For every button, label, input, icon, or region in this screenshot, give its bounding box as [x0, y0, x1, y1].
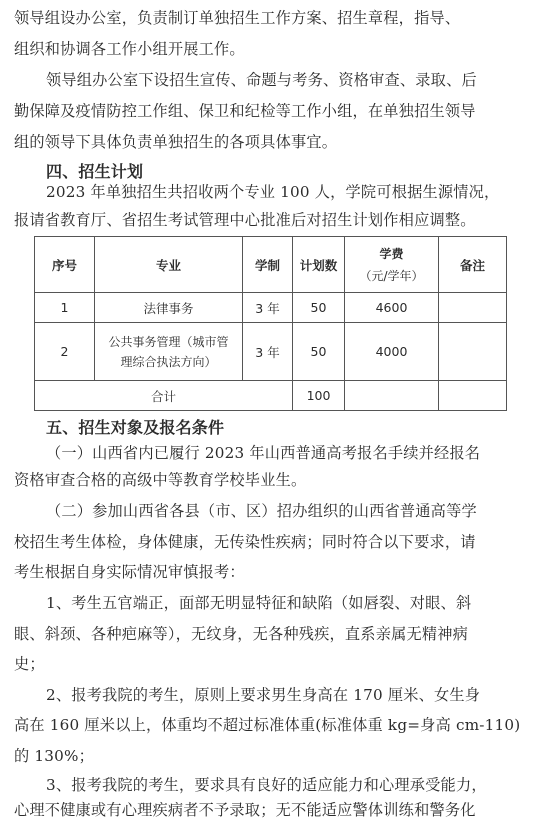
table-row — [35, 293, 507, 323]
paragraph-line: 组织和协调各工作小组开展工作。 — [14, 40, 245, 58]
enrollment-plan-table — [34, 236, 507, 411]
header-fee — [345, 237, 439, 293]
section-heading-plan: 四、招生计划 — [46, 162, 144, 181]
cell-note — [439, 293, 507, 323]
paragraph-line: 3、报考我院的考生，要求具有良好的适应能力和心理承受能力， — [46, 776, 487, 794]
cell-fee: 4600 — [345, 293, 439, 323]
header-plan: 计划数 — [293, 237, 345, 293]
paragraph-line: 资格审查合格的高级中等教育学校毕业生。 — [14, 471, 307, 489]
paragraph-line: 2、报考我院的考生，原则上要求男生身高在 170 厘米、女生身 — [46, 686, 481, 704]
cell-major-line: 理综合执法方向） — [120, 354, 217, 369]
cell-length: 3 年 — [243, 323, 293, 381]
cell-no: 1 — [35, 293, 95, 323]
table-header-row — [35, 237, 507, 293]
total-label: 合计 — [35, 381, 293, 411]
paragraph-line: 的 130%； — [14, 747, 95, 765]
section-heading-eligibility: 五、招生对象及报名条件 — [46, 418, 225, 437]
cell-major — [95, 323, 243, 381]
cell-note — [439, 381, 507, 411]
paragraph-line: 2023 年单独招生共招收两个专业 100 人，学院可根据生源情况， — [46, 183, 500, 201]
cell-no: 2 — [35, 323, 95, 381]
header-length: 学制 — [243, 237, 293, 293]
paragraph-line: （二）参加山西省各县（市、区）招办组织的山西省普通高等学 — [46, 502, 477, 520]
table-row — [35, 323, 507, 381]
header-fee-label: 学费 — [379, 246, 404, 261]
paragraph-line: 心理不健康或有心理疾病者不予录取；无不能适应警体训练和警务化 — [14, 801, 476, 819]
paragraph-line: 考生根据自身实际情况审慎报考： — [14, 563, 245, 581]
total-value: 100 — [293, 381, 345, 411]
cell-note — [439, 323, 507, 381]
paragraph-line: 组的领导下具体负责单独招生的各项具体事宜。 — [14, 133, 338, 151]
header-major: 专业 — [95, 237, 243, 293]
header-note: 备注 — [439, 237, 507, 293]
paragraph-line: 领导组设办公室，负责制订单独招生工作方案、招生章程，指导、 — [14, 9, 461, 27]
paragraph-line: 报请省教育厅、省招生考试管理中心批准后对招生计划作相应调整。 — [14, 211, 476, 229]
cell-major-line: 公共事务管理（城市管 — [108, 334, 229, 349]
paragraph-line: 校招生考生体检，身体健康，无传染性疾病；同时符合以下要求，请 — [14, 533, 476, 551]
cell-plan: 50 — [293, 323, 345, 381]
paragraph-line: 眼、斜颈、各种疤麻等），无纹身，无各种残疾，直系亲属无精神病 — [14, 625, 469, 643]
header-no: 序号 — [35, 237, 95, 293]
paragraph-line: （一）山西省内已履行 2023 年山西普通高考报名手续并经报名 — [46, 444, 481, 462]
cell-fee: 4000 — [345, 323, 439, 381]
paragraph-line: 高在 160 厘米以上，体重均不超过标准体重(标准体重 kg=身高 cm-110) — [14, 716, 521, 734]
header-fee-unit: （元/学年） — [359, 268, 424, 283]
cell-fee — [345, 381, 439, 411]
paragraph-line: 领导组办公室下设招生宣传、命题与考务、资格审查、录取、后 — [46, 71, 477, 89]
cell-major: 法律事务 — [95, 293, 243, 323]
cell-length: 3 年 — [243, 293, 293, 323]
paragraph-line: 1、考生五官端正，面部无明显特征和缺陷（如唇裂、对眼、斜 — [46, 594, 472, 612]
table-total-row — [35, 381, 507, 411]
cell-plan: 50 — [293, 293, 345, 323]
paragraph-line: 勤保障及疫情防控工作组、保卫和纪检等工作小组，在单独招生领导 — [14, 102, 476, 120]
paragraph-line: 史； — [14, 655, 45, 673]
